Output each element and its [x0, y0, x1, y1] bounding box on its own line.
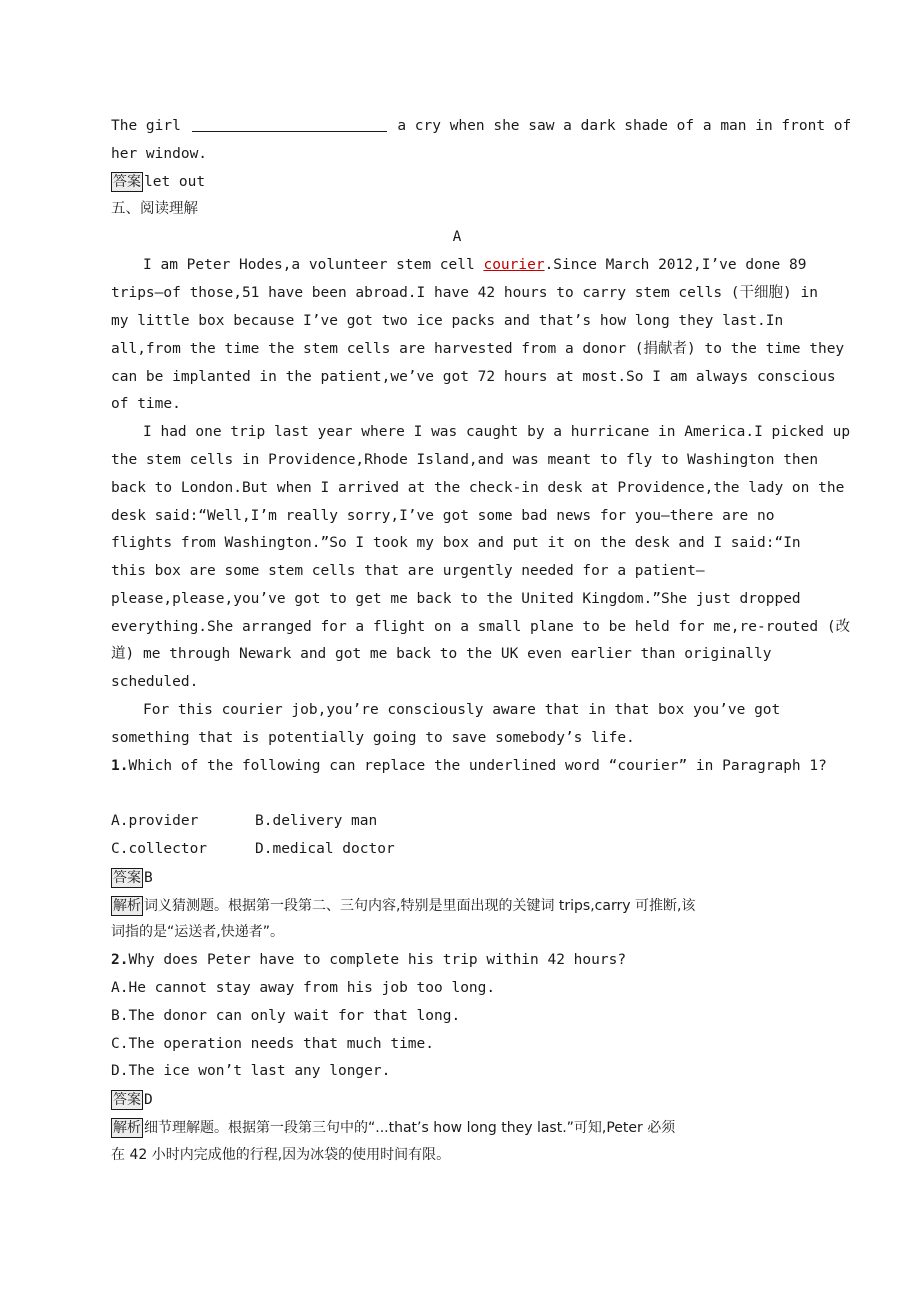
- analysis-line: [111, 1118, 803, 1138]
- passage-line: something that is potentially going to save somebody’s life.: [111, 730, 635, 746]
- passage-line: trips—of those,51 have been abroad.I have 42 hours to carry stem cells (干细胞) in: [111, 285, 818, 301]
- passage-line: back to London.But when I arrived at the check-in desk at Providence,the lady on the: [111, 480, 845, 496]
- question-number: 1.: [111, 758, 129, 774]
- fill-in-answer: [111, 172, 803, 192]
- underlined-word: courier: [483, 257, 545, 273]
- passage-line: flights from Washington.”So I took my box and put it on the desk and I said:“In: [111, 535, 801, 551]
- passage-line: 道) me through Newark and got me back to the UK even earlier than originally: [111, 646, 772, 662]
- question-stem: Why does Peter have to complete his trip within 42 hours?: [128, 952, 627, 968]
- passage-line: scheduled.: [111, 674, 199, 690]
- analysis-line: 词指的是“运送者,快递者”。: [111, 924, 284, 940]
- passage-text: .Since March 2012,I’ve done 89: [544, 257, 807, 273]
- passage-line: please,please,you’ve got to get me back to the United Kingdom.”She just dropped: [111, 591, 801, 607]
- passage-line: all,from the time the stem cells are harvested from a donor (捐献者) to the time they: [111, 341, 845, 357]
- answer-tag: 答案: [113, 870, 141, 886]
- analysis-tag: 解析: [113, 1120, 141, 1136]
- option-a: A.provider: [111, 813, 199, 829]
- passage-line: of time.: [111, 396, 181, 412]
- analysis-line: [111, 896, 803, 916]
- passage-line: desk said:“Well,I’m really sorry,I’ve got some bad news for you—there are no: [111, 508, 775, 524]
- answer-tag: 答案: [113, 1092, 141, 1108]
- passage-line: everything.She arranged for a flight on a small plane to be held for me,re-routed (改: [111, 619, 851, 635]
- passage-line: [143, 256, 807, 274]
- answer-tag: 答案: [113, 174, 141, 190]
- passage-label: A: [452, 229, 462, 245]
- options-row: [111, 812, 803, 830]
- analysis-line: 在 42 小时内完成他的行程,因为冰袋的使用时间有限。: [111, 1147, 451, 1163]
- options-row: [111, 840, 803, 858]
- fill-in-sentence: [111, 117, 852, 135]
- question-number: 2.: [111, 952, 129, 968]
- answer-line: [111, 1090, 803, 1110]
- analysis-text: 细节理解题。根据第一段第三句中的“...that’s how long they last.”可知,Peter 必须: [144, 1120, 676, 1136]
- sentence-end: a cry when she saw a dark shade of a man in front of: [397, 118, 852, 134]
- passage-line: the stem cells in Providence,Rhode Island,and was meant to fly to Washington then: [111, 452, 819, 468]
- analysis-text: 词义猜测题。根据第一段第二、三句内容,特别是里面出现的关键词 trips,carry 可推断,该: [144, 898, 696, 914]
- passage-line: I had one trip last year where I was caught by a hurricane in America.I picked up: [143, 424, 851, 440]
- answer-text: let out: [144, 174, 206, 190]
- answer-text: B: [144, 870, 153, 886]
- passage-line: can be implanted in the patient,we’ve got 72 hours at most.So I am always conscious: [111, 369, 836, 385]
- answer-line: [111, 868, 803, 888]
- passage-text: I am Peter Hodes,a volunteer stem cell: [143, 257, 484, 273]
- option-d: D.medical doctor: [255, 841, 395, 857]
- option-a: A.He cannot stay away from his job too long.: [111, 980, 496, 996]
- option-b: B.delivery man: [255, 813, 378, 829]
- option-d: D.The ice won’t last any longer.: [111, 1063, 391, 1079]
- option-c: C.collector: [111, 841, 208, 857]
- option-c: C.The operation needs that much time.: [111, 1036, 435, 1052]
- analysis-tag: 解析: [113, 898, 141, 914]
- passage-line: this box are some stem cells that are urgently needed for a patient—: [111, 563, 705, 579]
- section-title: 五、阅读理解: [111, 201, 198, 217]
- answer-text: D: [144, 1092, 153, 1108]
- answer-blank: [192, 117, 387, 132]
- passage-line: my little box because I’ve got two ice packs and that’s how long they last.In: [111, 313, 784, 329]
- fill-in-sentence-line2: her window.: [111, 146, 208, 162]
- question-1: [111, 757, 827, 775]
- option-b: B.The donor can only wait for that long.: [111, 1008, 461, 1024]
- question-stem: Which of the following can replace the underlined word “courier” in Paragraph 1?: [128, 758, 827, 774]
- question-2: [111, 951, 803, 969]
- passage-line: For this courier job,you’re consciously aware that in that box you’ve got: [143, 702, 781, 718]
- sentence-start: The girl: [111, 118, 181, 134]
